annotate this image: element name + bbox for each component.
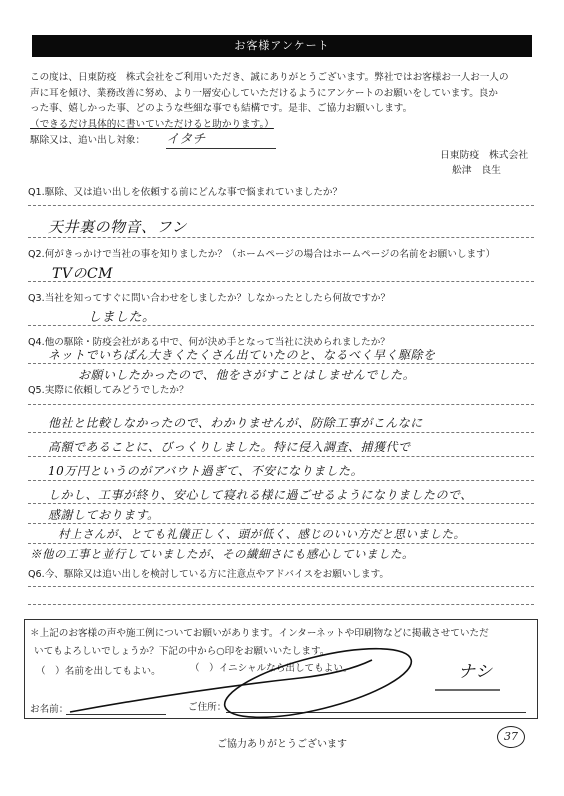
handwritten-none: ナシ [458,662,493,682]
question-3: Q3.当社を知ってすぐに問い合わせをしましたか？しなかったとしたら何故ですか？ [28,293,391,304]
name-label: お名前： [30,704,69,715]
company-name: 日東防疫 株式会社 [440,150,529,161]
consent-text: ＊上記のお客様の声や施工例についてお願いがあります。インターネットや印刷物などに掲載させていただ [30,628,489,639]
question-2: Q2.何がきっかけで当社の事を知りましたか？（ホームページの場合はホームページの名前をお願いします） [28,249,496,260]
address-label: ご住所： [188,702,227,713]
pen-stroke-circle [219,635,418,732]
answer-4-line: お願いしたかったので、他をさがすことはしませんでした。 [78,368,416,382]
intro-line: この度は、日東防疫 株式会社をご利用いただき、誠にありがとうございます。弊社ではお客様お一人お一人の [30,72,509,83]
footer-thanks: ご協力ありがとうございます [217,739,347,750]
question-4: Q4.他の駆除・防疫会社がある中で、何が決め手となって当社に決められましたか？ [28,337,390,348]
page-number: 37 [497,726,525,748]
company-person: 舩津 良生 [452,165,501,176]
target-value: イタチ [166,132,276,149]
intro-line: った事、嬉しかった事、どのような些細な事でも結構です。是非、ご協力お願いします。 [30,103,413,114]
answer-5-line: しかし、工事が終り、安心して寝れる様に過ごせるようになりましたので、 [48,488,473,502]
answer-3-text: しました。 [88,310,156,325]
answer-5-line: 村上さんが、とても礼儀正しく、頭が低く、感じのいい方だと思いました。 [58,527,466,541]
consent-text: いてもよろしいでしょうか？下記の中から○印をお願いいたします。 [34,646,330,657]
consent-option-initial[interactable]: （ ）イニシャルなら出してもよい。 [190,663,353,674]
answer-2-text: TVのCM [52,266,113,282]
consent-option-name[interactable]: （ ）名前を出してもよい。 [36,666,161,677]
answer-5-line: 感謝しております。 [48,508,160,522]
answer-1-text: 天井裏の物音、フン [48,218,187,236]
survey-title: お客様アンケート [32,35,532,57]
pen-stroke-line [70,660,372,712]
question-1: Q1.駆除、又は追い出しを依頼する前にどんな事で悩まれていましたか？ [28,187,343,198]
answer-4-line: ネットでいちばん大きくたくさん出ていたのと、なるべく早く駆除を [48,348,436,362]
intro-note: （できるだけ具体的に書いていただけると助かります。） [30,118,274,130]
answer-5-line: ※他の工事と並行していましたが、その繊細さにも感心していました。 [30,547,414,561]
question-6: Q6.今、駆除又は追い出しを検討している方に注意点やアドバイスをお願いします。 [28,569,390,580]
question-5: Q5.実際に依頼してみどうでしたか？ [28,385,189,396]
answer-5-line: 10万円というのがアバウト過ぎて、不安になりました。 [48,464,364,478]
answer-5-line: 高額であることに、びっくりしました。特に侵入調査、捕獲代で [48,440,411,454]
target-label: 駆除又は、追い出し対象： [30,135,146,146]
intro-line: 声に耳を傾け、業務改善に努め、より一層安心していただけるようにアンケートのお願いをしています。良か [30,87,498,99]
answer-5-line: 他社と比較しなかったので、わかりませんが、防除工事がこんなに [48,416,423,430]
